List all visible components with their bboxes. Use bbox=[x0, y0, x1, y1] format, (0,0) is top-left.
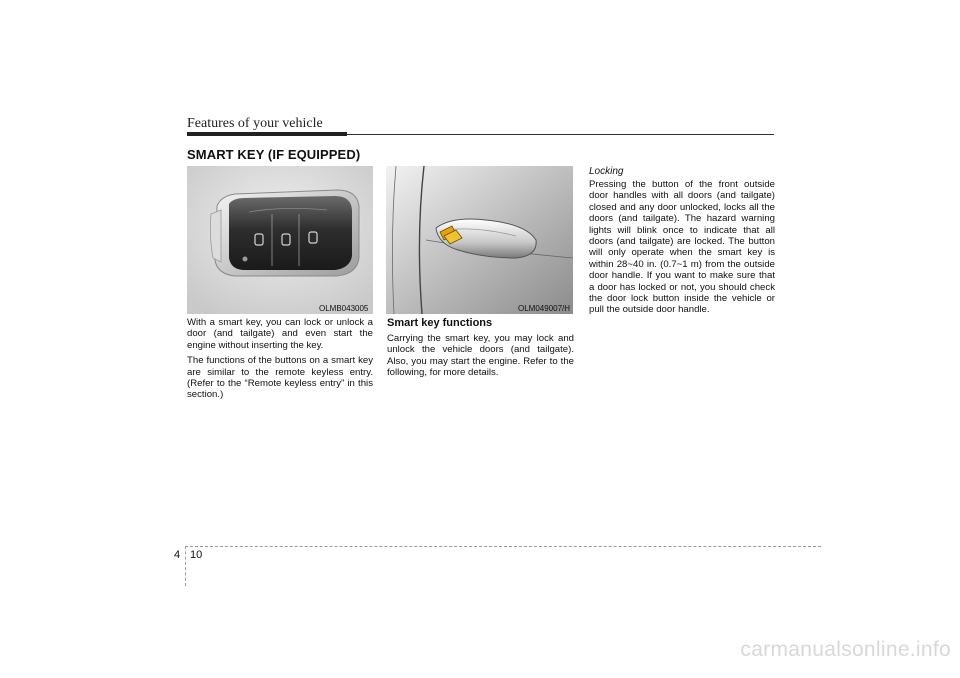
section-title: SMART KEY (IF EQUIPPED) bbox=[187, 147, 361, 162]
door-handle-illustration bbox=[386, 166, 573, 314]
footer-rule bbox=[185, 546, 821, 547]
column-1 bbox=[187, 317, 373, 405]
page-number: 10 bbox=[190, 549, 203, 561]
column-1-paragraph-1: With a smart key, you can lock or unlock a door (and tailgate) and even start the engine without inserting the key. bbox=[187, 317, 373, 351]
column-3 bbox=[589, 179, 775, 320]
key-fob-illustration bbox=[187, 166, 373, 314]
column-2 bbox=[387, 333, 574, 383]
key-fob-caption: OLMB043005 bbox=[319, 304, 369, 313]
key-fob-figure bbox=[187, 166, 373, 314]
door-handle-figure bbox=[386, 166, 573, 314]
column-2-heading: Smart key functions bbox=[387, 317, 493, 329]
column-2-paragraph-1: Carrying the smart key, you may lock and unlock the vehicle doors (and tailgate). Also, you may start the engine. Refer to the following, for more details. bbox=[387, 333, 574, 379]
column-3-heading: Locking bbox=[589, 166, 624, 177]
header-rule-thick bbox=[187, 132, 347, 136]
column-1-paragraph-2: The functions of the buttons on a smart key are similar to the remote keyless entry. (Refer to the “Remote keyless entry” in this section.) bbox=[187, 355, 373, 401]
header-rule-thin bbox=[347, 134, 774, 135]
watermark-text[interactable]: carmanualsonline.info bbox=[740, 638, 951, 661]
column-3-paragraph-1: Pressing the button of the front outside door handles with all doors (and tailgate) closed and any door unlocked, locks all the doors (and tailgate). The hazard warning lights will blink once to indicate that all doors (and tailgate) are locked. The button will only operate when the smart key is within 28~40 in. (0.7~1 m) from the outside door handle. If you want to make sure that a door has locked or not, you should check the door lock button inside the vehicle or pull the outside door handle. bbox=[589, 179, 775, 316]
header-title: Features of your vehicle bbox=[187, 116, 323, 131]
footer-vertical-rule bbox=[185, 546, 186, 586]
chapter-number: 4 bbox=[174, 549, 181, 561]
door-handle-caption: OLM049007/H bbox=[518, 304, 571, 313]
